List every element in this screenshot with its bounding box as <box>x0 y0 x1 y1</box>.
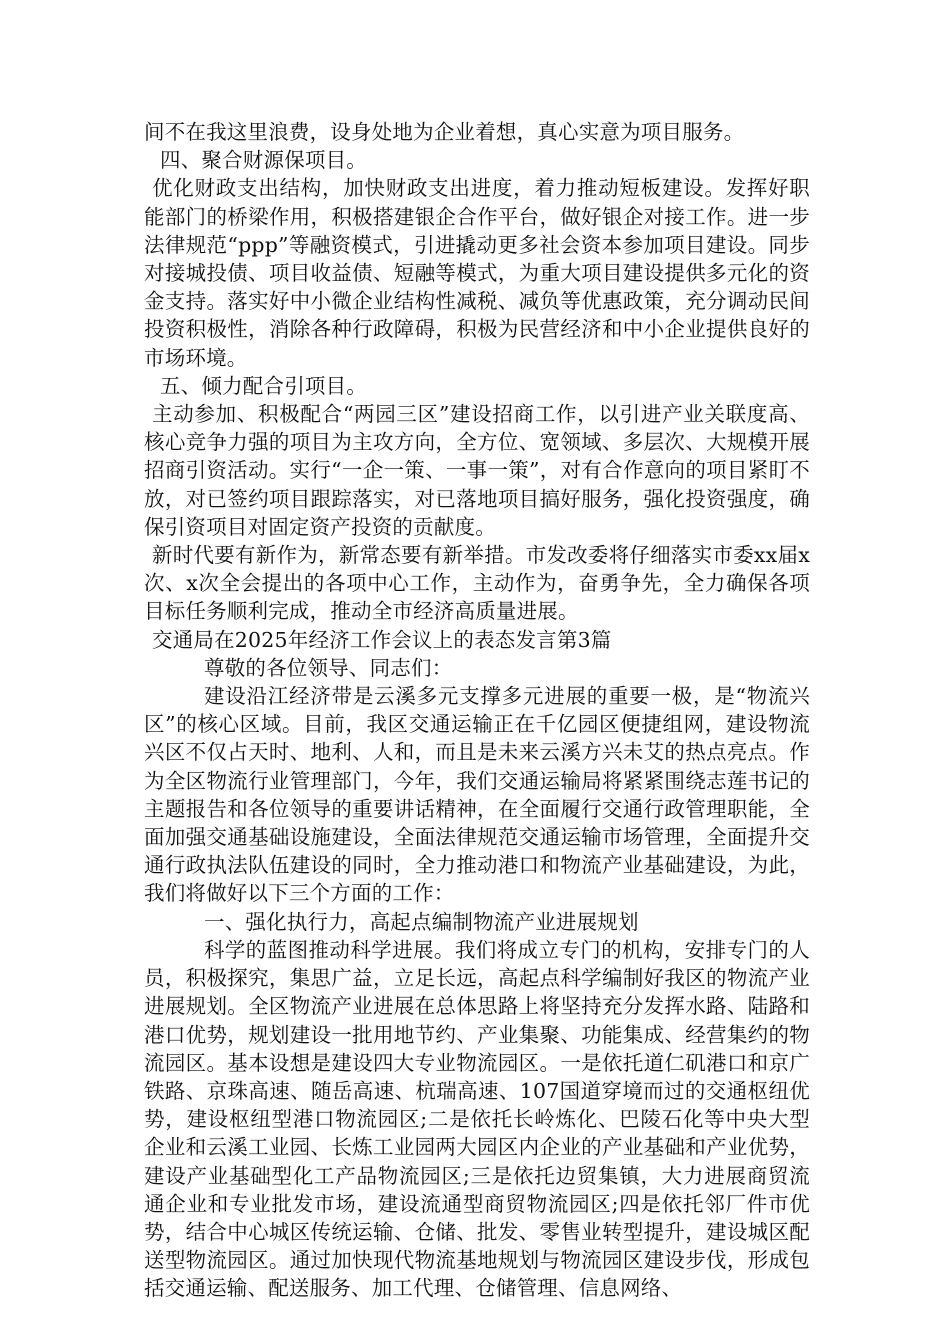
paragraph-conclusion: 新时代要有新作为，新常态要有新举措。市发改委将仔细落实市委xx届x次、x次全会提出的各项中心工作，主动作为，奋勇争先，全力确保各项目标任务顺利完成，推动全市经济高质量进展。 <box>144 543 810 624</box>
article-title: 交通局在2025年经济工作会议上的表态发言第3篇 <box>152 627 612 652</box>
paragraph-intro: 建设沿江经济带是云溪多元支撑多元进展的重要一极，是“物流兴区”的核心区域。目前，我区交通运输正在千亿园区便捷组网，建设物流兴区不仅占天时、地利、人和，而且是未来云溪方兴未艾的热点亮点。作为全区物流行业管理部门，今年，我们交通运输局将紧紧围绕志莲书记的主题报告和各位领导的重要讲话精神，在全面履行交通行政管理职能，全面加强交通基础设施建设，全面法律规范交通运输市场管理，全面提升交通行政执法队伍建设的同时，全力推动港口和物流产业基础建设，为此，我们将做好以下三个方面的工作： <box>144 684 810 906</box>
paragraph-planning: 科学的蓝图推动科学进展。我们将成立专门的机构，安排专门的人员，积极探究，集思广益，立足长远，高起点科学编制好我区的物流产业进展规划。全区物流产业进展在总体思路上将坚持充分发挥水路、陆路和港口优势，规划建设一批用地节约、产业集聚、功能集成、经营集约的物流园区。基本设想是建设四大专业物流园区。一是依托道仁矶港口和京广铁路、京珠高速、随岳高速、杭瑞高速、107国道穿境而过的交通枢纽优势，建设枢纽型港口物流园区;二是依托长岭炼化、巴陵石化等中央大型企业和云溪工业园、长炼工业园两大园区内企业的产业基础和产业优势，建设产业基础型化工产品物流园区;三是依托边贸集镇，大力进展商贸流通企业和专业批发市场，建设流通型商贸物流园区;四是依托邻厂件市优势，结合中心城区传统运输、仓储、批发、零售业转型提升，建设城区配送型物流园区。通过加快现代物流基地规划与物流园区建设步伐，形成包括交通运输、配送服务、加工代理、仓储管理、信息网络、 <box>144 937 810 1301</box>
document-page <box>144 118 810 1303</box>
section-heading-one: 一、强化执行力，高起点编制物流产业进展规划 <box>204 909 639 934</box>
paragraph-finance: 优化财政支出结构，加快财政支出进度，着力推动短板建设。发挥好职能部门的桥梁作用，积极搭建银企合作平台，做好银企对接工作。进一步法律规范“ppp”等融资模式，引进撬动更多社会资本参加项目建设。同步对接城投债、项目收益债、短融等模式，为重大项目建设提供多元化的资金支持。落实好中小微企业结构性减税、减负等优惠政策，充分调动民间投资积极性，消除各种行政障碍，积极为民营经济和中小企业提供良好的市场环境。 <box>144 176 810 370</box>
paragraph-continuation: 间不在我这里浪费，设身处地为企业着想，真心实意为项目服务。 <box>144 120 745 144</box>
section-heading-five: 五、倾力配合引项目。 <box>160 373 367 398</box>
salutation: 尊敬的各位领导、同志们： <box>204 655 453 680</box>
section-heading-four: 四、聚合财源保项目。 <box>160 148 367 173</box>
paragraph-investment: 主动参加、积极配合“两园三区”建设招商工作，以引进产业关联度高、核心竞争力强的项目为主攻方向，全方位、宽领域、多层次、大规模开展招商引资活动。实行“一企一策、一事一策”，对有合作意向的项目紧盯不放，对已签约项目跟踪落实，对已落地项目搞好服务，强化投资强度，确保引资项目对固定资产投资的贡献度。 <box>144 402 810 539</box>
